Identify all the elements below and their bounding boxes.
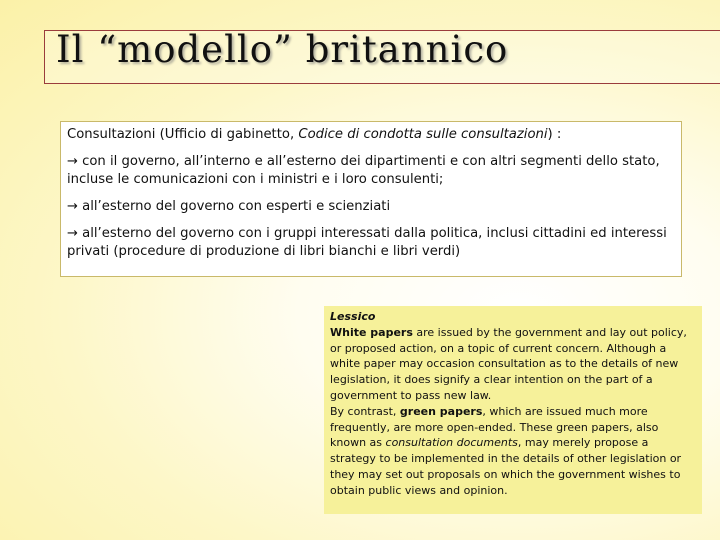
bullet-item bbox=[67, 198, 675, 216]
green-papers-suffix: , may merely propose a strategy to be implemented in the details of other legislation or they may set out proposals on which the government wishes to obtain public views and opinion. bbox=[330, 436, 682, 497]
lexicon-heading: Lessico bbox=[330, 310, 376, 323]
bullet-item bbox=[67, 153, 675, 189]
arrow-icon: → bbox=[67, 154, 78, 169]
white-papers-paragraph bbox=[330, 325, 696, 404]
bullet-text: con il governo, all’interno e all’esterno dei dipartimenti e con altri segmenti dello stato, incluse le comunicazioni con i ministri e i loro consulenti; bbox=[67, 154, 660, 187]
white-papers-text: are issued by the government and lay out policy, or proposed action, on a topic of current concern. Although a white paper may occasion consultation as to the details of new legislation, it does signify a clear intention on the part of a government to pass new law. bbox=[330, 325, 687, 402]
lexicon-box bbox=[324, 306, 702, 514]
bullet-item bbox=[67, 225, 675, 261]
intro-italic: Codice di condotta sulle consultazioni bbox=[298, 127, 548, 142]
green-papers-paragraph bbox=[330, 404, 696, 499]
consultation-box bbox=[60, 121, 682, 277]
green-papers-prefix: By contrast, bbox=[330, 404, 400, 418]
bullet-text: all’esterno del governo con i gruppi interessati dalla politica, inclusi cittadini ed interessi privati (procedure di produzione di libri bianchi e libri verdi) bbox=[67, 226, 667, 259]
white-papers-term: White papers bbox=[330, 325, 413, 339]
arrow-icon: → bbox=[67, 226, 78, 241]
consultation-intro bbox=[67, 126, 675, 144]
green-papers-term: green papers bbox=[399, 404, 483, 418]
bullet-text: all’esterno del governo con esperti e scienziati bbox=[82, 199, 391, 214]
intro-prefix: Consultazioni (Ufficio di gabinetto, bbox=[67, 127, 299, 142]
consultation-documents-term: consultation documents bbox=[385, 436, 518, 450]
arrow-icon: → bbox=[67, 199, 78, 214]
green-papers-mid: , which are issued much more frequently, are more open-ended. These green papers, also known as bbox=[330, 404, 659, 450]
intro-suffix: ) : bbox=[547, 127, 562, 142]
slide-title: Il “modello” britannico bbox=[56, 28, 509, 71]
